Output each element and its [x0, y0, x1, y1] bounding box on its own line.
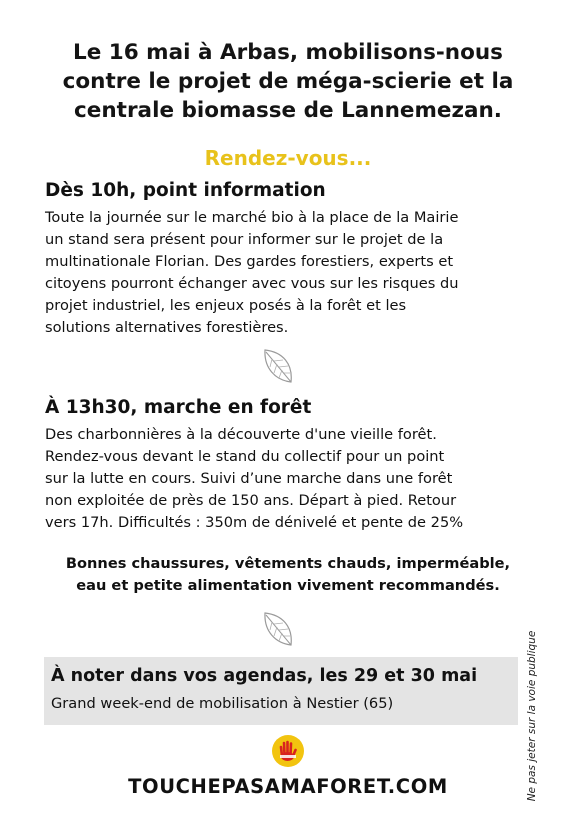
body-line: multinationale Florian. Des gardes forestiers, experts et [45, 253, 454, 270]
body-line: solutions alternatives forestières. [45, 319, 289, 336]
headline-line: centrale biomasse de Lannemezan. [74, 98, 502, 123]
note-line: Bonnes chaussures, vêtements chauds, imperméable, [65, 555, 511, 572]
section-title-walk: À 13h30, marche en forêt [45, 397, 312, 418]
body-line: non exploitée de près de 150 ans. Départ à pied. Retour [45, 492, 457, 509]
agenda-box [44, 657, 518, 725]
agenda-subtitle: Grand week-end de mobilisation à Nestier (65) [51, 695, 394, 712]
body-line: sur la lutte en cours. Suivi d’une marche dans une forêt [45, 470, 453, 487]
body-line: Toute la journée sur le marché bio à la place de la Mairie [45, 209, 459, 226]
body-line: vers 17h. Difficultés : 350m de dénivelé et pente de 25% [45, 514, 464, 531]
body-line: un stand sera présent pour informer sur le projet de la [45, 231, 444, 248]
body-line: Rendez-vous devant le stand du collectif pour un point [45, 448, 445, 465]
headline-line: contre le projet de méga-scierie et la [62, 69, 514, 94]
leaf-icon [261, 348, 295, 386]
section-body-information [45, 207, 545, 339]
section-title-information: Dès 10h, point information [45, 180, 326, 201]
leaf-icon [261, 611, 295, 649]
headline-line: Le 16 mai à Arbas, mobilisons-nous [73, 40, 503, 65]
body-line: citoyens pourront échanger avec vous sur les risques du [45, 275, 459, 292]
headline [28, 38, 548, 125]
note-line: eau et petite alimentation vivement recommandés. [76, 577, 500, 594]
hand-logo-icon [271, 734, 305, 768]
section-body-walk [45, 424, 545, 534]
litter-notice: Ne pas jeter sur la voie publique [526, 630, 538, 802]
agenda-title: À noter dans vos agendas, les 29 et 30 mai [51, 666, 478, 686]
body-line: Des charbonnières à la découverte d'une vieille forêt. [45, 426, 437, 443]
body-line: projet industriel, les enjeux posés à la forêt et les [45, 297, 407, 314]
recommendation-note [30, 553, 546, 597]
website-url[interactable]: TOUCHEPASAMAFORET.COM [128, 775, 448, 798]
rendezvous-label: Rendez-vous... [204, 146, 372, 170]
